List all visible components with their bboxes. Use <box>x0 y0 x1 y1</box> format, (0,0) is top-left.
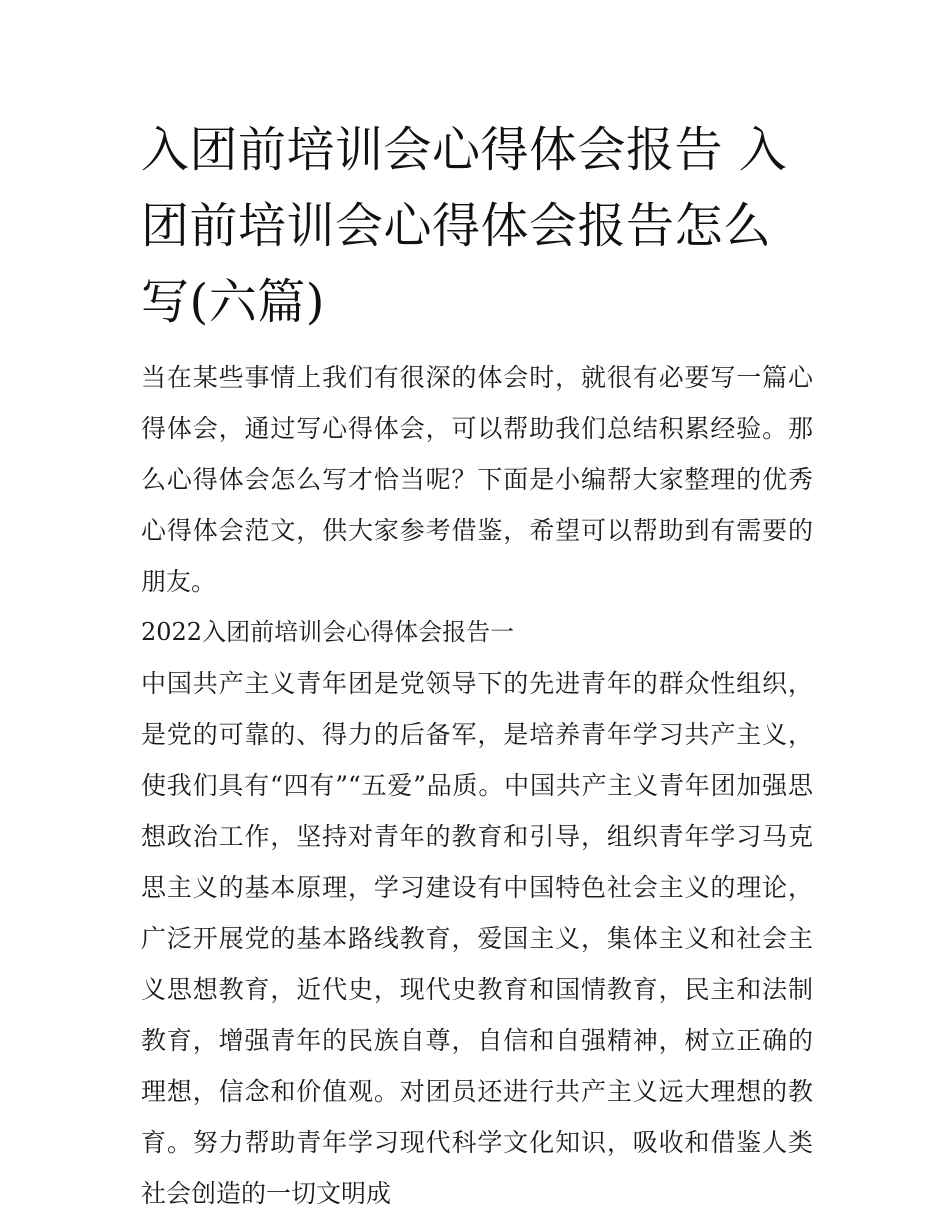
section-heading: 2022入团前培训会心得体会报告一 <box>141 618 515 646</box>
section-paragraph: 中国共产主义青年团是党领导下的先进青年的群众性组织，是党的可靠的、得力的后备军，是培养青年学习共产主义，使我们具有“四有”“五爱”品质。中国共产主义青年团加强思想政治工作，坚持对青年的教育和引导，组织青年学习马克思主义的基本原理，学习建设有中国特色社会主义的理论，广泛开展党的基本路线教育，爱国主义，集体主义和社会主义思想教育，近代史，现代史教育和国情教育，民主和法制教育，增强青年的民族自尊，自信和自强精神，树立正确的理想，信念和价值观。对团员还进行共产主义远大理想的教育。努力帮助青年学习现代科学文化知识，吸收和借鉴人类社会创造的一切文明成 <box>141 669 813 1208</box>
document-body <box>141 352 813 1219</box>
document-title: 入团前培训会心得体会报告 入团前培训会心得体会报告怎么写(六篇) <box>141 122 788 330</box>
document-page <box>141 112 813 1219</box>
intro-paragraph: 当在某些事情上我们有很深的体会时，就很有必要写一篇心得体会，通过写心得体会，可以帮助我们总结积累经验。那么心得体会怎么写才恰当呢？下面是小编帮大家整理的优秀心得体会范文，供大家参考借鉴，希望可以帮助到有需要的朋友。 <box>141 363 813 596</box>
